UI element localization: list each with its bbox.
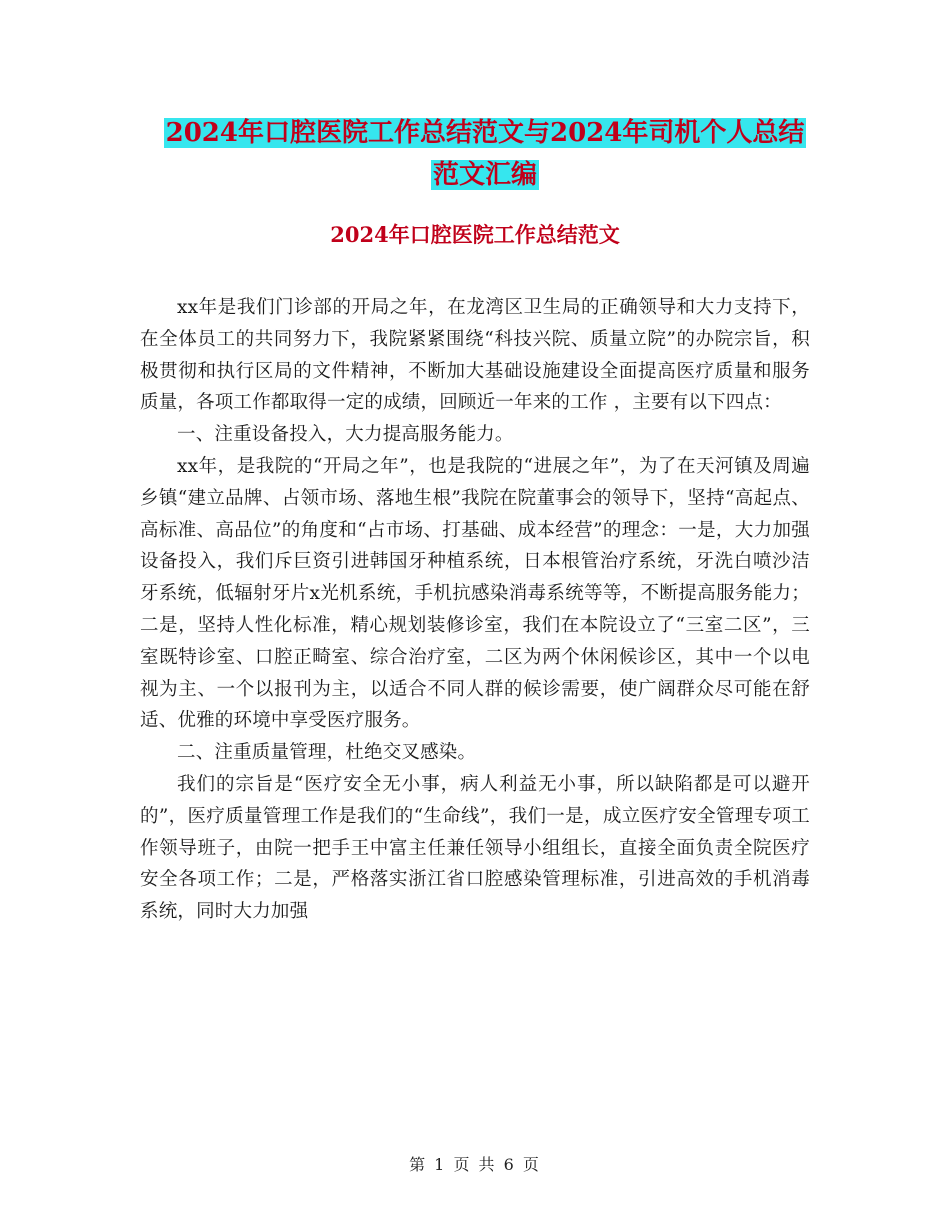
paragraph-intro: xx年是我们门诊部的开局之年，在龙湾区卫生局的正确领导和大力支持下，在全体员工的共同努力下，我院紧紧围绕“科技兴院、质量立院”的办院宗旨，积极贯彻和执行区局的文件精神，不断加大基础设施建设全面提高医疗质量和服务质量，各项工作都取得一定的成绩，回顾近一年来的工作 ，主要有以下四点： [140,297,810,414]
paragraph-equipment: xx年，是我院的“开局之年”，也是我院的“进展之年”，为了在天河镇及周遍乡镇“建立品牌、占领市场、落地生根”我院在院董事会的领导下，坚持“高起点、高标准、高品位”的角度和“占市场、打基础、成本经营”的理念：一是，大力加强设备投入，我们斥巨资引进韩国牙种植系统，日本根管治疗系统，牙洗白喷沙洁牙系统，低辐射牙片x光机系统，手机抗感染消毒系统等等，不断提高服务能力；二是，坚持人性化标准，精心规划装修诊室，我们在本院设立了“三室二区”，三室既特诊室、口腔正畸室、综合治疗室，二区为两个休闲候诊区，其中一个以电视为主、一个以报刊为主，以适合不同人群的候诊需要，使广阔群众尽可能在舒适、优雅的环境中享受医疗服务。 [140,455,810,732]
document-title [140,112,830,196]
title-line-1: 2024年口腔医院工作总结范文与2024年司机个人总结 [165,118,805,148]
paragraph-quality: 我们的宗旨是“医疗安全无小事，病人利益无小事，所以缺陷都是可以避开的”，医疗质量管理工作是我们的“生命线”，我们一是，成立医疗安全管理专项工作领导班子，由院一把手王中富主任兼任领导小组组长，直接全面负责全院医疗安全各项工作；二是，严格落实浙江省口腔感染管理标准，引进高效的手机消毒系统，同时大力加强 [140,773,810,923]
document-body [140,292,810,928]
section-title: 2024年口腔医院工作总结范文 [330,222,620,247]
page-footer: 第 1 页 共 6 页 [409,1155,541,1174]
paragraph-heading-1: 一、注重设备投入，大力提高服务能力。 [177,424,514,446]
paragraph-heading-2: 二、注重质量管理，杜绝交叉感染。 [177,742,477,764]
title-line-2: 范文汇编 [432,160,537,190]
